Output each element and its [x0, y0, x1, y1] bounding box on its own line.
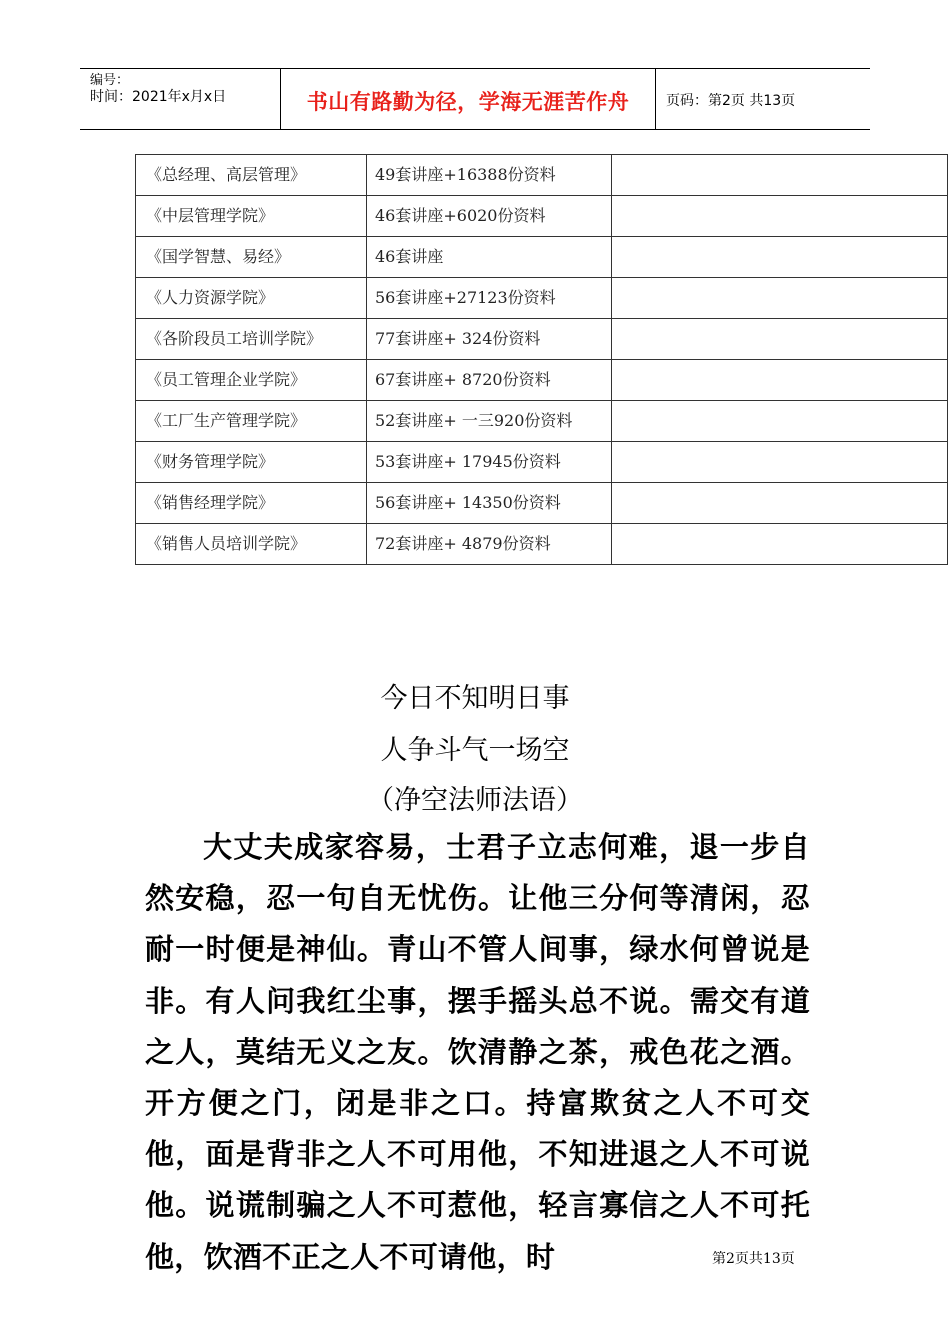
table-cell-name: 《销售经理学院》: [136, 483, 367, 524]
page-header: [80, 68, 870, 130]
table-row: [136, 237, 948, 278]
table-row: [136, 401, 948, 442]
table-cell-content: 46套讲座: [367, 237, 612, 278]
table-row: [136, 196, 948, 237]
table-cell-name: 《员工管理企业学院》: [136, 360, 367, 401]
table-cell-name: 《中层管理学院》: [136, 196, 367, 237]
header-page-info: 页码：第2页 共13页: [666, 93, 796, 109]
table-row: [136, 360, 948, 401]
table-cell-content: 72套讲座+ 4879份资料: [367, 524, 612, 565]
table-cell-content: 56套讲座+ 14350份资料: [367, 483, 612, 524]
table-row: [136, 442, 948, 483]
table-cell-empty: [612, 319, 948, 360]
number-label: 编号：: [90, 73, 130, 88]
table-cell-empty: [612, 524, 948, 565]
table-cell-name: 《各阶段员工培训学院》: [136, 319, 367, 360]
header-motto: 书山有路勤为径，学海无涯苦作舟: [306, 90, 630, 114]
poem-line-2: 人争斗气一场空: [380, 735, 570, 766]
course-table: [135, 154, 948, 565]
table-cell-content: 52套讲座+ 一三920份资料: [367, 401, 612, 442]
table-cell-name: 《人力资源学院》: [136, 278, 367, 319]
table-cell-content: 49套讲座+16388份资料: [367, 155, 612, 196]
table-cell-empty: [612, 237, 948, 278]
page-footer: 第2页共13页: [712, 1251, 795, 1267]
table-cell-empty: [612, 442, 948, 483]
header-divider: [655, 69, 656, 129]
table-cell-empty: [612, 401, 948, 442]
table-row: [136, 278, 948, 319]
table-cell-content: 53套讲座+ 17945份资料: [367, 442, 612, 483]
table-cell-content: 67套讲座+ 8720份资料: [367, 360, 612, 401]
table-cell-content: 77套讲座+ 324份资料: [367, 319, 612, 360]
table-cell-name: 《财务管理学院》: [136, 442, 367, 483]
poem-line-1: 今日不知明日事: [380, 683, 570, 714]
table-row: [136, 319, 948, 360]
table-cell-empty: [612, 483, 948, 524]
poem-attribution: （净空法师法语）: [367, 785, 583, 816]
header-meta: [90, 72, 226, 106]
table-cell-empty: [612, 155, 948, 196]
table-cell-name: 《国学智慧、易经》: [136, 237, 367, 278]
body-paragraph: 大丈夫成家容易，士君子立志何难，退一步自然安稳，忍一句自无忧伤。让他三分何等清闲，忍耐一时便是神仙。青山不管人间事，绿水何曾说是非。有人问我红尘事，摆手摇头总不说。需交有道之人，莫结无义之友。饮清静之茶，戒色花之酒。开方便之门，闭是非之口。持富欺贫之人不可交他，面是背非之人不可用他，不知进退之人不可说他。说谎制骗之人不可惹他，轻言寡信之人不可托他，饮酒不正之人不可请他，时: [145, 830, 810, 1274]
table-cell-content: 46套讲座+6020份资料: [367, 196, 612, 237]
table-cell-content: 56套讲座+27123份资料: [367, 278, 612, 319]
table-cell-name: 《工厂生产管理学院》: [136, 401, 367, 442]
time-label: 时间：2021年x月x日: [90, 89, 227, 105]
table-cell-empty: [612, 360, 948, 401]
table-cell-name: 《销售人员培训学院》: [136, 524, 367, 565]
table-row: [136, 155, 948, 196]
table-cell-name: 《总经理、高层管理》: [136, 155, 367, 196]
table-row: [136, 524, 948, 565]
table-row: [136, 483, 948, 524]
table-cell-empty: [612, 278, 948, 319]
table-cell-empty: [612, 196, 948, 237]
